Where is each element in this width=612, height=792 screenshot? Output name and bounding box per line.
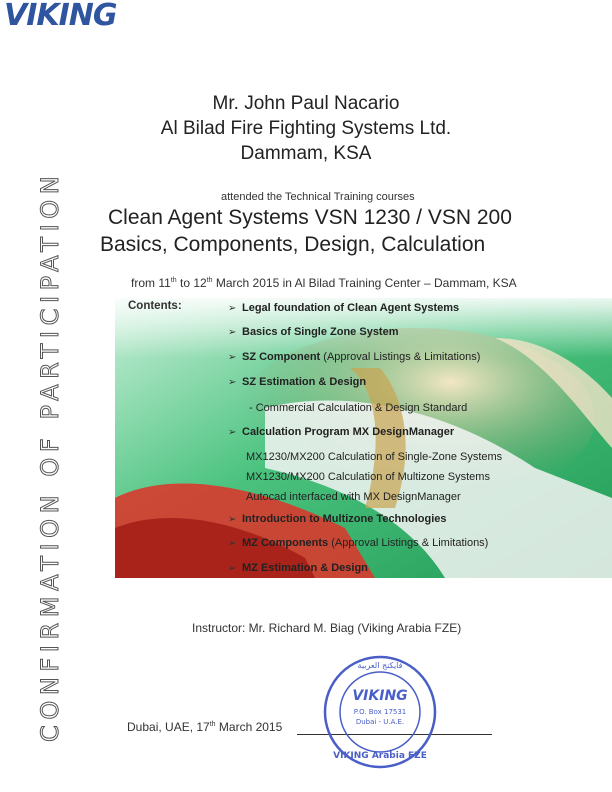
contents-label: Contents:: [128, 300, 182, 312]
content-item: ➢ SZ Component (Approval Listings & Limitations): [228, 351, 481, 363]
content-item: ➢ MZ Components (Approval Listings & Limitations): [228, 537, 489, 549]
background-image: [115, 298, 612, 578]
recipient-name: Mr. John Paul Nacario: [212, 93, 400, 114]
course-title-line2: Basics, Components, Design, Calculation: [100, 233, 486, 256]
content-subitem: Autocad interfaced with MX DesignManager: [246, 491, 461, 503]
arrow-icon: ➢: [228, 538, 237, 549]
arrow-icon: ➢: [228, 303, 237, 314]
content-item: ➢ Calculation Program MX DesignManager: [228, 426, 455, 438]
stamp-bottom-text: VIKING Arabia FZE: [333, 751, 427, 761]
content-item: ➢ Basics of Single Zone System: [228, 326, 399, 338]
stamp-brand: VIKING: [352, 688, 408, 704]
stamp-top-text: فايكنج العربية: [357, 661, 403, 670]
arrow-icon: ➢: [228, 377, 237, 388]
course-title-line1: Clean Agent Systems VSN 1230 / VSN 200: [108, 206, 512, 229]
signoff-line: Dubai, UAE, 17th March 2015: [127, 720, 283, 734]
arrow-icon: ➢: [228, 514, 237, 525]
arrow-icon: ➢: [228, 352, 237, 363]
content-item: ➢ Introduction to Multizone Technologies: [228, 513, 447, 525]
content-item: ➢ MZ Estimation & Design: [228, 562, 368, 574]
viking-logo: VIKING: [4, 0, 117, 33]
content-item: ➢ Legal foundation of Clean Agent Systems: [228, 302, 460, 314]
content-subitem: MX1230/MX200 Calculation of Single-Zone Systems: [246, 451, 503, 463]
recipient-location: Dammam, KSA: [240, 143, 372, 164]
content-subitem: MX1230/MX200 Calculation of Multizone Systems: [246, 471, 490, 483]
arrow-icon: ➢: [228, 327, 237, 338]
content-subitem: - Commercial Calculation & Design Standard: [249, 402, 468, 414]
vertical-title: CONFIRMATION OF PARTICIPATION: [36, 170, 64, 742]
arrow-icon: ➢: [228, 563, 237, 574]
arrow-icon: ➢: [228, 427, 237, 438]
attended-text: attended the Technical Training courses: [221, 191, 415, 203]
recipient-company: Al Bilad Fire Fighting Systems Ltd.: [160, 118, 452, 139]
company-stamp: [322, 654, 438, 770]
stamp-pobox: P.O. Box 17531: [353, 708, 407, 716]
content-item: ➢ SZ Estimation & Design: [228, 376, 367, 388]
date-line: from 11th to 12th March 2015 in Al Bilad Training Center – Dammam, KSA: [131, 276, 517, 290]
instructor-line: Instructor: Mr. Richard M. Biag (Viking Arabia FZE): [192, 621, 462, 635]
stamp-city: Dubai - U.A.E.: [355, 718, 405, 726]
